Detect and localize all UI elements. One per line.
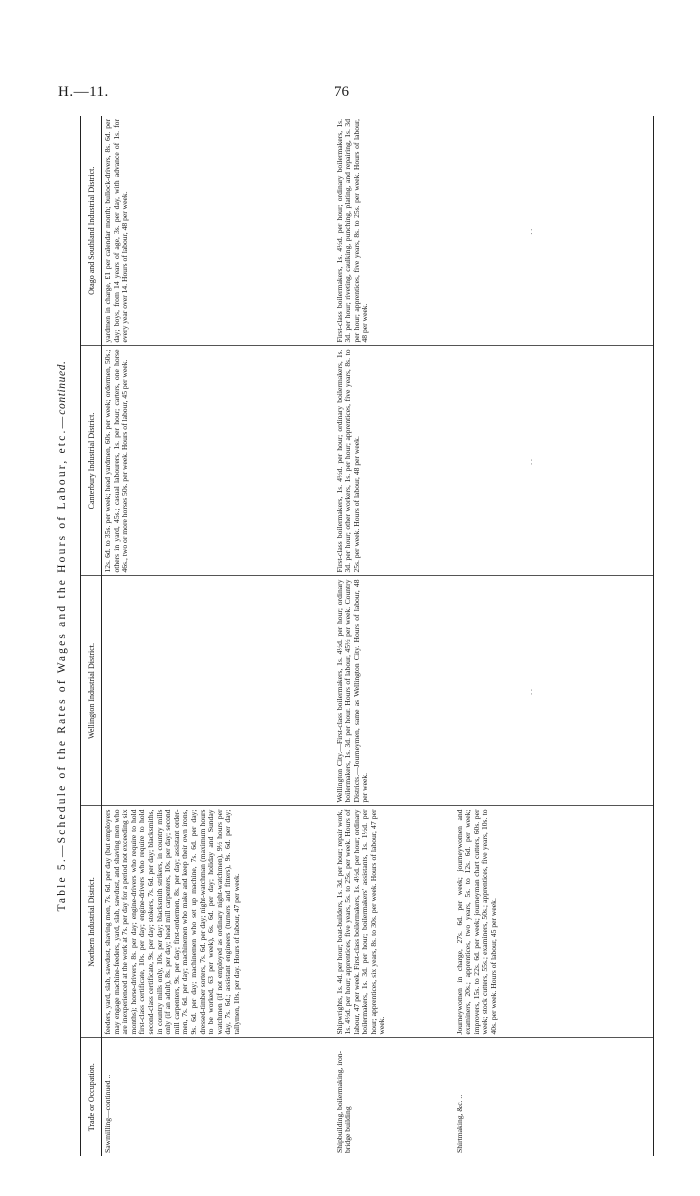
cell-wellington xyxy=(102,576,334,806)
cell-otago: First-class boilermakers, 1s. 4½d. per hour; ordinary boilermakers, 1s. 3d. per hour; riveting, caulking, punching, plating, and repairing, 1s. 3d per hour; apprentices, five years, 8s. to 25s. per week. Hours of labour, 48 per week. xyxy=(334,116,454,346)
table-title-continued: continued. xyxy=(56,360,68,415)
page-header xyxy=(0,84,700,104)
cell-otago: yardmen in charge, £1 per calendar month; bullock-drivers, 8s. 6d. per day; boys, from 14 years of age, 3s. per day, with advance of 1s. for every year over 14. Hours of labour, 48 per week. xyxy=(102,116,334,346)
table-row-shipbuilding xyxy=(334,116,454,1156)
table-header-row xyxy=(81,116,102,1156)
trade-label: Shipbuilding, boilermaking, iron-bridge building xyxy=(334,1050,353,1153)
cell-canterbury: 12s. 6d. to 35s. per week; head yardmen, 60s. per week; ordermen, 50s.; others in yard, 45s.; casual labourers, 1s. per hour; carters, one horse 46s., two or more horses 50s. per week. Hours of labour, 45 per week. xyxy=(102,346,334,576)
cell-trade xyxy=(102,1038,334,1156)
column-header-otago: Otago and Southland Industrial District. xyxy=(81,116,102,346)
column-header-wellington: Wellington Industrial District. xyxy=(81,576,102,806)
table-row-shirtmaking xyxy=(454,116,654,1156)
cell-trade xyxy=(334,1038,454,1156)
table-title xyxy=(56,116,78,1156)
cell-northern: Journeywomen in charge, 27s. 6d. per week; journeywomen and examiners, 20s.; apprentices, two years, 5s. to 12s. 6d. per week; improvers, 15s. to 22s. 6d. per week; journeyman chart cutters, 60s. per week; stock cutters, 55s.; examiners, 50s.; apprentices, five years, 10s. to 40s. per week. Hours of labour, 45 per week. xyxy=(454,806,654,1038)
cell-northern: Shipwrights, 1s. 4d. per hour; boat-builders, 1s. 3d. per hour; repair work, 1s. 4½d. per hour; apprentices, five years, 5s. to 25s. per week. Hours of labour, 47 per week. First-class boilermakers, 1s. 4½d. per hour; ordinary boilermakers, 1s. 3d. per hour; boilermakers' assistants, 1s. 1½d. per hour; apprentices, six years, 8s. to 30s. per week. Hours of labour, 47 per week. xyxy=(334,806,454,1038)
cell-trade xyxy=(454,1038,654,1156)
cell-wellington xyxy=(454,576,654,806)
trade-label: Shirtmaking, &c. .. xyxy=(454,1094,464,1153)
cell-canterbury xyxy=(454,346,654,576)
document-reference: H.—11. xyxy=(58,84,109,100)
rotated-table-block xyxy=(56,116,656,1156)
column-header-northern: Northern Industrial District. xyxy=(81,806,102,1038)
table-row-sawmilling xyxy=(102,116,334,1156)
column-header-trade: Trade or Occupation. xyxy=(81,1038,102,1156)
empty-marker: .. xyxy=(524,457,534,465)
cell-wellington: Wellington City.—First-class boilermakers, 1s. 4½d. per hour; ordinary boilermakers, 1s. 3d. per hour. Hours of labour, 45½ per week. Country Districts.—Journeymen, same as Wellington City. Hours of labour, 48 per week. xyxy=(334,576,454,806)
cell-canterbury: First-class boilermakers, 1s. 4½d. per hour; ordinary boilermakers, 1s. 3d. per hour; other workers, 1s. per hour; apprentices, five years, 8s. to 25s. per week. Hours of labour, 48 per week. xyxy=(334,346,454,576)
trade-label: Sawmilling—continued .. xyxy=(103,1074,112,1153)
cell-northern: feeders, yard, slab, sawdust, shaving men, 7s. 6d. per day (but employers may engage machine-feeders, yard, slab, sawdust, and shaving men who are inexperienced at the work at 7s. per day for a period not exceeding six months); horse-drivers, 8s. per day; engine-drivers who require to hold first-class certificate, 10s. per day; engine-drivers who require to hold second-class certificate, 9s. per day; stokers, 7s. 6d. per day; blacksmiths, in country mills only, 10s. per day; blacksmith strikers, in country mills only (if an adult), 8s. per day; head mill carpenters, 10s. per day; second mill carpenters, 9s. per day; first-ordermen, 8s. per day; assistant order-men, 7s. 6d. per day; machinemen who make and keep their own irons, 9s. 6d. per day; machinemen who set up machine, 7s. 6d. per day; dressed-timber sorters, 7s. 6d. per day; night-watchman (maximum hours to be worked, 63 per week), 6s. 6d. per day; holiday and Sunday watchmen (if not employed as ordinary night-watchmen), 9½ hours per day, 7s. 6d.; assistant engineers (turners and fitters), 9s. 6d. per day; tallymen, 10s. per day. Hours of labour, 47 per week. xyxy=(102,806,334,1038)
page-number: 76 xyxy=(334,84,349,100)
cell-otago xyxy=(454,116,654,346)
wages-schedule-table xyxy=(80,116,654,1156)
column-header-canterbury: Canterbury Industrial District. xyxy=(81,346,102,576)
empty-marker: .. xyxy=(524,226,534,235)
empty-marker: .. xyxy=(524,687,534,695)
table-title-main: Table 5.—Schedule of the Rates of Wages and the Hours of Labour, etc.— xyxy=(56,414,68,912)
